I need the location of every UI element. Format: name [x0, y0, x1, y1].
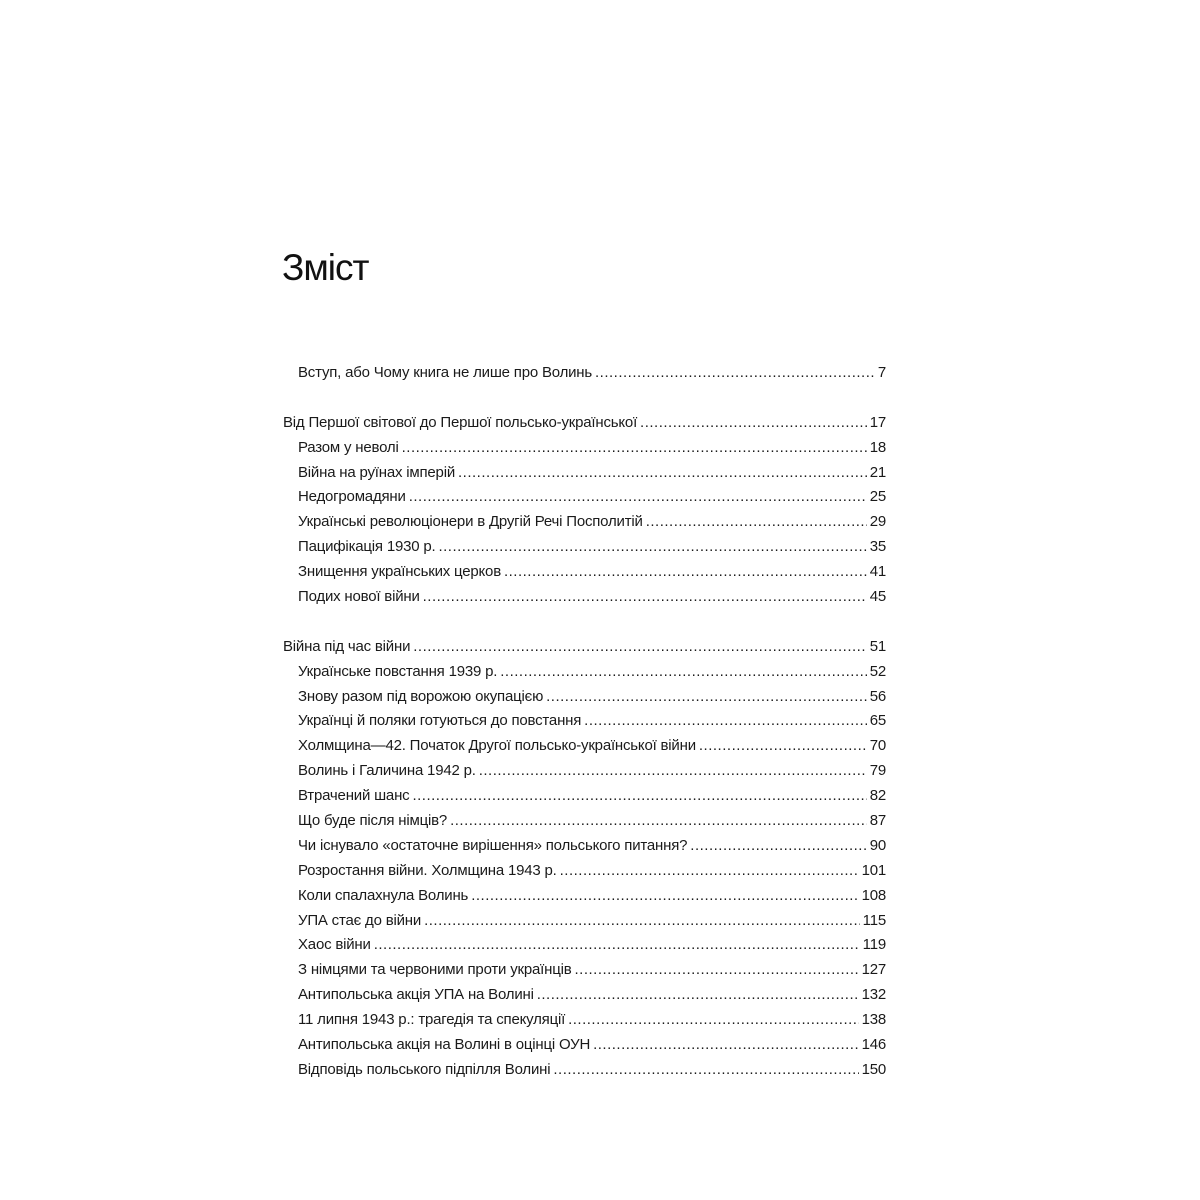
toc-page-number: 138: [861, 1011, 886, 1029]
section-spacer: [283, 386, 886, 411]
toc-page-number: 18: [869, 438, 886, 456]
toc-entry: [283, 1008, 886, 1033]
toc-entry-title: Чи існувало «остаточне вирішення» польського питання?: [298, 836, 688, 854]
dot-leader: [537, 983, 859, 1008]
dot-leader: [595, 361, 875, 386]
toc-page-number: 70: [869, 737, 886, 755]
toc-entry-title: Разом у неволі: [298, 438, 399, 456]
toc-page-number: 7: [877, 364, 886, 381]
toc-entry-title: Антипольська акція УПА на Волині: [298, 986, 534, 1004]
toc-entry-title: Пацифікація 1930 р.: [298, 538, 436, 556]
dot-leader: [560, 859, 859, 884]
toc-entry: [283, 1033, 886, 1058]
toc-entry-title: З німцями та червоними проти українців: [298, 961, 572, 979]
dot-leader: [479, 759, 867, 784]
dot-leader: [424, 909, 860, 934]
toc-entry: [283, 585, 886, 610]
toc-entry-title: Холмщина—42. Початок Другої польсько-української війни: [298, 737, 696, 755]
dot-leader: [471, 884, 858, 909]
toc-entry: [283, 685, 886, 710]
dot-leader: [374, 933, 860, 958]
toc-entry: [283, 784, 886, 809]
toc-page-number: 25: [869, 488, 886, 506]
toc-page-number: 150: [861, 1060, 886, 1078]
dot-leader: [458, 461, 867, 486]
dot-leader: [646, 510, 867, 535]
toc-entry: [283, 734, 886, 759]
toc-page-number: 17: [869, 413, 886, 431]
toc-entry-title: Вступ, або Чому книга не лише про Волинь: [298, 364, 592, 381]
dot-leader: [450, 809, 867, 834]
toc-entry: [283, 660, 886, 685]
toc-entry: [283, 1058, 886, 1083]
dot-leader: [500, 660, 866, 685]
toc-entry: [283, 436, 886, 461]
toc-page-number: 79: [869, 762, 886, 780]
toc-section-entry: [283, 411, 886, 436]
toc-entry-title: Подих нової війни: [298, 588, 420, 606]
toc-entry-title: Відповідь польського підпілля Волині: [298, 1060, 551, 1078]
toc-entry-title: Волинь і Галичина 1942 р.: [298, 762, 476, 780]
toc-entry: [283, 958, 886, 983]
toc-entry: [283, 535, 886, 560]
dot-leader: [546, 685, 867, 710]
toc-entry-title: Антипольська акція на Волині в оцінці ОУН: [298, 1036, 591, 1054]
toc-entry-title: Війна на руїнах імперій: [298, 463, 456, 481]
toc-entry-title: Українське повстання 1939 р.: [298, 662, 498, 680]
toc-page-number: 108: [861, 886, 886, 904]
dot-leader: [640, 411, 867, 436]
dot-leader: [504, 560, 867, 585]
toc-entry: [283, 759, 886, 784]
toc-page-number: 101: [861, 861, 886, 879]
toc-page-number: 35: [869, 538, 886, 556]
toc-page-number: 56: [869, 687, 886, 705]
dot-leader: [690, 834, 866, 859]
toc-entry-title: Розростання війни. Холмщина 1943 р.: [298, 861, 557, 879]
toc-entry: [283, 809, 886, 834]
table-of-contents: [283, 361, 886, 1083]
dot-leader: [438, 535, 866, 560]
page-title: Зміст: [282, 247, 369, 288]
dot-leader: [402, 436, 867, 461]
toc-entry: [283, 461, 886, 486]
toc-page-number: 45: [869, 588, 886, 606]
dot-leader: [699, 734, 867, 759]
toc-page-number: 82: [869, 787, 886, 805]
toc-page-number: 29: [869, 513, 886, 531]
toc-page-number: 65: [869, 712, 886, 730]
toc-entry-title: 11 липня 1943 р.: трагедія та спекуляції: [298, 1011, 566, 1029]
dot-leader: [413, 635, 866, 660]
toc-page-number: 21: [869, 463, 886, 481]
toc-entry: [283, 834, 886, 859]
toc-page-number: 52: [869, 662, 886, 680]
dot-leader: [584, 709, 867, 734]
toc-entry-title: УПА стає до війни: [298, 911, 422, 929]
toc-page-number: 127: [861, 961, 886, 979]
toc-entry: [283, 909, 886, 934]
dot-leader: [423, 585, 867, 610]
dot-leader: [409, 485, 867, 510]
toc-section-entry: [283, 635, 886, 660]
toc-page-number: 132: [861, 986, 886, 1004]
toc-page-number: 119: [862, 936, 886, 954]
toc-entry-title: Втрачений шанс: [298, 787, 410, 805]
dot-leader: [412, 784, 866, 809]
toc-entry-title: Війна під час війни: [283, 637, 411, 655]
toc-page-number: 51: [869, 637, 886, 655]
toc-page-number: 90: [869, 836, 886, 854]
toc-entry-title: Що буде після німців?: [298, 812, 448, 830]
toc-page-number: 87: [869, 812, 886, 830]
toc-entry-title: Українські революціонери в Другій Речі Посполитій: [298, 513, 643, 531]
toc-entry: [283, 983, 886, 1008]
toc-entry: [283, 485, 886, 510]
toc-entry: [283, 361, 886, 386]
toc-entry-title: Українці й поляки готуються до повстання: [298, 712, 582, 730]
toc-entry: [283, 933, 886, 958]
dot-leader: [553, 1058, 858, 1083]
toc-entry-title: Хаос війни: [298, 936, 371, 954]
toc-entry: [283, 510, 886, 535]
toc-entry-title: Знищення українських церков: [298, 563, 501, 581]
toc-page-number: 146: [861, 1036, 886, 1054]
toc-entry-title: Знову разом під ворожою окупацією: [298, 687, 544, 705]
dot-leader: [575, 958, 859, 983]
toc-page-number: 115: [862, 911, 886, 929]
dot-leader: [593, 1033, 858, 1058]
toc-page-number: 41: [869, 563, 886, 581]
toc-entry-title: Від Першої світової до Першої польсько-української: [283, 413, 638, 431]
toc-entry: [283, 884, 886, 909]
section-spacer: [283, 610, 886, 635]
toc-entry: [283, 859, 886, 884]
dot-leader: [568, 1008, 858, 1033]
toc-entry: [283, 709, 886, 734]
toc-entry-title: Недогромадяни: [298, 488, 406, 506]
toc-entry-title: Коли спалахнула Волинь: [298, 886, 469, 904]
toc-entry: [283, 560, 886, 585]
